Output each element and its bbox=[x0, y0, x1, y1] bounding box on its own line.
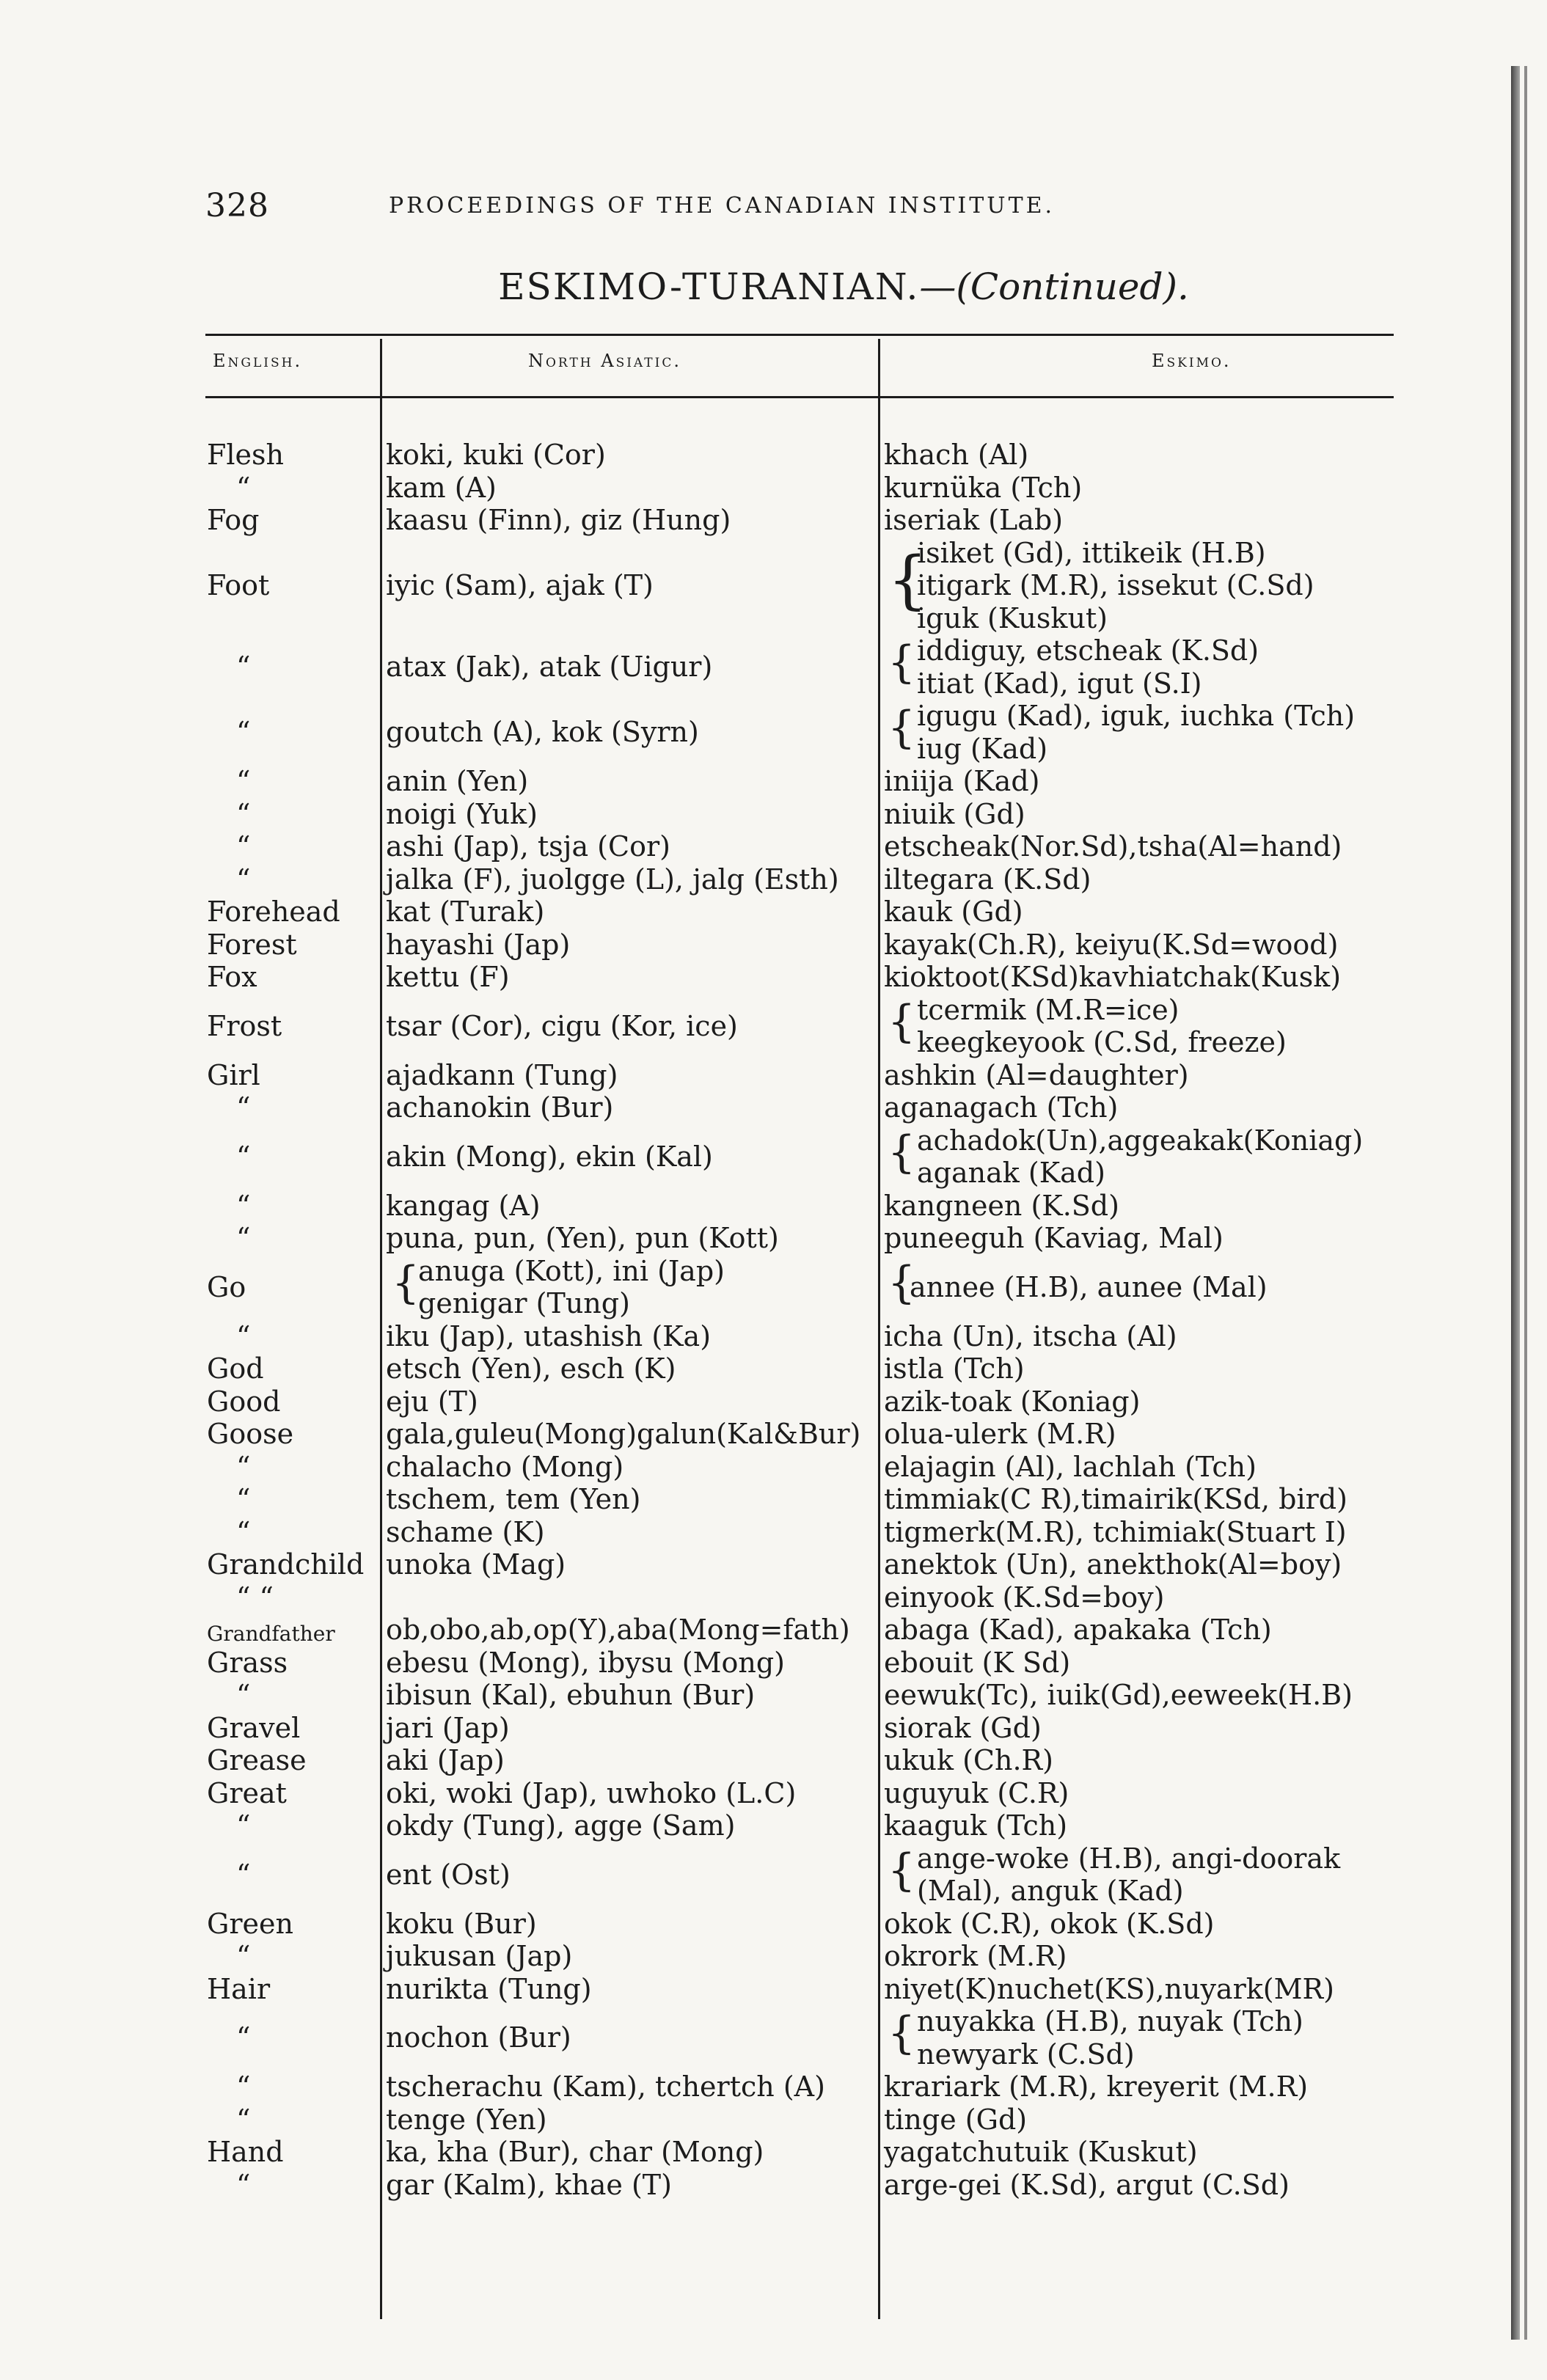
north-asiatic-form: kaasu (Finn), giz (Hung) bbox=[386, 504, 731, 536]
english-word: Great bbox=[207, 1776, 287, 1809]
eskimo-form: uguyuk (C.R) bbox=[884, 1776, 1069, 1809]
eskimo-form: kaaguk (Tch) bbox=[884, 1809, 1068, 1842]
english-word: Go bbox=[207, 1270, 246, 1303]
english-word: Forehead bbox=[207, 896, 340, 928]
grouping-brace: { bbox=[888, 995, 916, 1047]
north-asiatic-form: jalka (F), juolgge (L), jalg (Esth) bbox=[386, 863, 839, 896]
eskimo-form: tinge (Gd) bbox=[884, 2103, 1028, 2136]
eskimo-form: eewuk(Tc), iuik(Gd),eeweek(H.B) bbox=[884, 1679, 1353, 1711]
eskimo-form: okok (C.R), okok (K.Sd) bbox=[884, 1907, 1215, 1940]
english-word: “ bbox=[236, 1679, 251, 1711]
eskimo-form: iug (Kad) bbox=[917, 732, 1048, 765]
north-asiatic-form: anin (Yen) bbox=[386, 765, 529, 797]
page-number: 328 bbox=[205, 187, 269, 224]
english-word: “ bbox=[236, 1319, 251, 1352]
english-word: Flesh bbox=[207, 439, 284, 471]
table-title-main: ESKIMO-TURANIAN. bbox=[498, 266, 920, 308]
english-word: Green bbox=[207, 1907, 293, 1940]
eskimo-form: kauk (Gd) bbox=[884, 896, 1023, 928]
north-asiatic-form: ka, kha (Bur), char (Mong) bbox=[386, 2136, 764, 2168]
north-asiatic-form: tscherachu (Kam), tchertch (A) bbox=[386, 2070, 825, 2103]
eskimo-form: azik-toak (Koniag) bbox=[884, 1385, 1141, 1418]
english-word: “ “ bbox=[236, 1581, 274, 1614]
north-asiatic-form: chalacho (Mong) bbox=[386, 1450, 624, 1483]
column-header-english: English. bbox=[213, 351, 303, 371]
english-word: Girl bbox=[207, 1058, 260, 1091]
north-asiatic-form: achanokin (Bur) bbox=[386, 1091, 614, 1124]
english-word: Good bbox=[207, 1385, 281, 1418]
eskimo-form: siorak (Gd) bbox=[884, 1711, 1042, 1744]
grouping-brace: { bbox=[888, 1844, 916, 1896]
english-word: Hair bbox=[207, 1972, 271, 2005]
english-word: Fog bbox=[207, 504, 260, 536]
eskimo-form: aganak (Kad) bbox=[917, 1157, 1105, 1189]
north-asiatic-form: jukusan (Jap) bbox=[386, 1940, 573, 1972]
north-asiatic-form: atax (Jak), atak (Uigur) bbox=[386, 651, 713, 684]
north-asiatic-form: hayashi (Jap) bbox=[386, 928, 571, 961]
eskimo-form: iltegara (K.Sd) bbox=[884, 863, 1091, 896]
eskimo-form: iguk (Kuskut) bbox=[917, 601, 1108, 634]
grouping-brace: { bbox=[888, 543, 928, 617]
eskimo-form: kayak(Ch.R), keiyu(K.Sd=wood) bbox=[884, 928, 1339, 961]
north-asiatic-form: tschem, tem (Yen) bbox=[386, 1483, 641, 1515]
north-asiatic-form: nochon (Bur) bbox=[386, 2021, 571, 2054]
north-asiatic-form: jari (Jap) bbox=[386, 1711, 510, 1744]
table-title-continued: —(Continued). bbox=[919, 266, 1189, 308]
eskimo-form: tcermik (M.R=ice) bbox=[917, 993, 1180, 1026]
eskimo-form: puneeguh (Kaviag, Mal) bbox=[884, 1222, 1224, 1254]
north-asiatic-form: ashi (Jap), tsja (Cor) bbox=[386, 830, 670, 863]
north-asiatic-form: nurikta (Tung) bbox=[386, 1972, 592, 2005]
english-word: “ bbox=[236, 1940, 251, 1972]
english-word: “ bbox=[236, 1450, 251, 1483]
eskimo-form: (Mal), anguk (Kad) bbox=[917, 1875, 1184, 1907]
north-asiatic-form: goutch (A), kok (Syrn) bbox=[386, 716, 699, 749]
north-asiatic-form: anuga (Kott), ini (Jap) bbox=[418, 1254, 725, 1287]
eskimo-form: icha (Un), itscha (Al) bbox=[884, 1319, 1177, 1352]
north-asiatic-form: ebesu (Mong), ibysu (Mong) bbox=[386, 1646, 785, 1679]
english-word: Grandchild bbox=[207, 1548, 365, 1581]
eskimo-form: itiat (Kad), igut (S.I) bbox=[917, 667, 1202, 700]
english-word: Foot bbox=[207, 569, 270, 601]
eskimo-form: krariark (M.R), kreyerit (M.R) bbox=[884, 2070, 1309, 2103]
english-word: Grandfather bbox=[207, 1622, 335, 1646]
eskimo-form: iseriak (Lab) bbox=[884, 504, 1064, 536]
english-word: “ bbox=[236, 1809, 251, 1842]
english-word: Gravel bbox=[207, 1711, 301, 1744]
eskimo-form: timmiak(C R),timairik(KSd, bird) bbox=[884, 1483, 1347, 1515]
english-word: “ bbox=[236, 1483, 251, 1515]
eskimo-form: einyook (K.Sd=boy) bbox=[884, 1581, 1165, 1614]
english-word: “ bbox=[236, 830, 251, 863]
english-word: Grease bbox=[207, 1744, 307, 1776]
north-asiatic-form: kat (Turak) bbox=[386, 896, 545, 928]
eskimo-form: abaga (Kad), apakaka (Tch) bbox=[884, 1614, 1272, 1646]
column-header-eskimo: Eskimo. bbox=[1152, 351, 1232, 371]
eskimo-form: keegkeyook (C.Sd, freeze) bbox=[917, 1026, 1287, 1058]
eskimo-form: etscheak(Nor.Sd),tsha(Al=hand) bbox=[884, 830, 1342, 863]
eskimo-form: okrork (M.R) bbox=[884, 1940, 1067, 1972]
north-asiatic-form: aki (Jap) bbox=[386, 1744, 505, 1776]
english-word: “ bbox=[236, 1858, 251, 1891]
column-header-north-asiatic: North Asiatic. bbox=[528, 351, 681, 371]
eskimo-form: khach (Al) bbox=[884, 439, 1029, 471]
eskimo-form: istla (Tch) bbox=[884, 1352, 1025, 1385]
grouping-brace: { bbox=[392, 1256, 420, 1308]
eskimo-form: niuik (Gd) bbox=[884, 797, 1025, 830]
eskimo-form: itigark (M.R), issekut (C.Sd) bbox=[917, 569, 1314, 601]
north-asiatic-form: kangag (A) bbox=[386, 1189, 541, 1222]
grouping-brace: { bbox=[888, 702, 916, 753]
north-asiatic-form: puna, pun, (Yen), pun (Kott) bbox=[386, 1222, 779, 1254]
eskimo-form: kioktoot(KSd)kavhiatchak(Kusk) bbox=[884, 961, 1342, 993]
eskimo-form: ukuk (Ch.R) bbox=[884, 1744, 1053, 1776]
eskimo-form: iniija (Kad) bbox=[884, 765, 1040, 797]
english-word: “ bbox=[236, 1189, 251, 1222]
eskimo-form: aganagach (Tch) bbox=[884, 1091, 1119, 1124]
eskimo-form: nuyakka (H.B), nuyak (Tch) bbox=[917, 2005, 1303, 2037]
north-asiatic-form: noigi (Yuk) bbox=[386, 797, 538, 830]
north-asiatic-form: oki, woki (Jap), uwhoko (L.C) bbox=[386, 1776, 797, 1809]
english-word: “ bbox=[236, 1091, 251, 1124]
eskimo-form: niyet(K)nuchet(KS),nuyark(MR) bbox=[884, 1972, 1334, 2005]
english-word: “ bbox=[236, 1515, 251, 1548]
grouping-brace: { bbox=[888, 637, 916, 688]
eskimo-form: ange-woke (H.B), angi-doorak bbox=[917, 1842, 1341, 1875]
north-asiatic-form: akin (Mong), ekin (Kal) bbox=[386, 1140, 713, 1173]
north-asiatic-form: koki, kuki (Cor) bbox=[386, 439, 606, 471]
north-asiatic-form: okdy (Tung), agge (Sam) bbox=[386, 1809, 736, 1842]
north-asiatic-form: gar (Kalm), khae (T) bbox=[386, 2168, 672, 2201]
english-word: “ bbox=[236, 1222, 251, 1254]
english-word: “ bbox=[236, 1140, 251, 1173]
north-asiatic-form: unoka (Mag) bbox=[386, 1548, 566, 1581]
eskimo-form: annee (H.B), aunee (Mal) bbox=[910, 1270, 1268, 1303]
eskimo-form: kurnüka (Tch) bbox=[884, 471, 1083, 504]
english-word: God bbox=[207, 1352, 264, 1385]
eskimo-form: ashkin (Al=daughter) bbox=[884, 1058, 1189, 1091]
english-word: “ bbox=[236, 797, 251, 830]
english-word: Hand bbox=[207, 2136, 284, 2168]
north-asiatic-form: tenge (Yen) bbox=[386, 2103, 547, 2136]
grouping-brace: { bbox=[888, 1256, 916, 1308]
eskimo-form: yagatchutuik (Kuskut) bbox=[884, 2136, 1198, 2168]
north-asiatic-form: etsch (Yen), esch (K) bbox=[386, 1352, 676, 1385]
eskimo-form: igugu (Kad), iguk, iuchka (Tch) bbox=[917, 700, 1356, 732]
journal-title: PROCEEDINGS OF THE CANADIAN INSTITUTE. bbox=[389, 193, 1056, 219]
english-word: “ bbox=[236, 863, 251, 896]
north-asiatic-form: kettu (F) bbox=[386, 961, 510, 993]
english-word: Goose bbox=[207, 1418, 294, 1450]
english-word: “ bbox=[236, 2070, 251, 2103]
north-asiatic-form: ajadkann (Tung) bbox=[386, 1058, 618, 1091]
eskimo-form: achadok(Un),aggeakak(Koniag) bbox=[917, 1124, 1364, 1157]
english-word: “ bbox=[236, 2168, 251, 2201]
english-word: “ bbox=[236, 651, 251, 684]
north-asiatic-form: tsar (Cor), cigu (Kor, ice) bbox=[386, 1009, 738, 1042]
eskimo-form: kangneen (K.Sd) bbox=[884, 1189, 1119, 1222]
english-word: Frost bbox=[207, 1009, 282, 1042]
english-word: “ bbox=[236, 765, 251, 797]
eskimo-form: olua-ulerk (M.R) bbox=[884, 1418, 1116, 1450]
north-asiatic-form: schame (K) bbox=[386, 1515, 545, 1548]
north-asiatic-form: ibisun (Kal), ebuhun (Bur) bbox=[386, 1679, 756, 1711]
english-word: “ bbox=[236, 471, 251, 504]
eskimo-form: ebouit (K Sd) bbox=[884, 1646, 1071, 1679]
north-asiatic-form: ob,obo,ab,op(Y),aba(Mong=fath) bbox=[386, 1614, 850, 1646]
english-word: Forest bbox=[207, 928, 297, 961]
north-asiatic-form: eju (T) bbox=[386, 1385, 478, 1418]
english-word: Grass bbox=[207, 1646, 288, 1679]
eskimo-form: tigmerk(M.R), tchimiak(Stuart I) bbox=[884, 1515, 1347, 1548]
north-asiatic-form: ent (Ost) bbox=[386, 1858, 511, 1891]
north-asiatic-form: koku (Bur) bbox=[386, 1907, 537, 1940]
english-word: “ bbox=[236, 716, 251, 749]
north-asiatic-form: iyic (Sam), ajak (T) bbox=[386, 569, 654, 601]
eskimo-form: anektok (Un), anekthok(Al=boy) bbox=[884, 1548, 1342, 1581]
eskimo-form: iddiguy, etscheak (K.Sd) bbox=[917, 634, 1259, 667]
english-word: “ bbox=[236, 2103, 251, 2136]
grouping-brace: { bbox=[888, 2007, 916, 2059]
eskimo-form: isiket (Gd), ittikeik (H.B) bbox=[917, 536, 1266, 569]
english-word: “ bbox=[236, 2021, 251, 2054]
english-word: Fox bbox=[207, 961, 257, 993]
eskimo-form: arge-gei (K.Sd), argut (C.Sd) bbox=[884, 2168, 1290, 2201]
eskimo-form: newyark (C.Sd) bbox=[917, 2037, 1135, 2070]
north-asiatic-form: iku (Jap), utashish (Ka) bbox=[386, 1319, 712, 1352]
eskimo-form: elajagin (Al), lachlah (Tch) bbox=[884, 1450, 1257, 1483]
north-asiatic-form: gala,guleu(Mong)galun(Kal&Bur) bbox=[386, 1418, 861, 1450]
grouping-brace: { bbox=[888, 1126, 916, 1178]
north-asiatic-form: kam (A) bbox=[386, 471, 497, 504]
north-asiatic-form: genigar (Tung) bbox=[418, 1287, 630, 1319]
